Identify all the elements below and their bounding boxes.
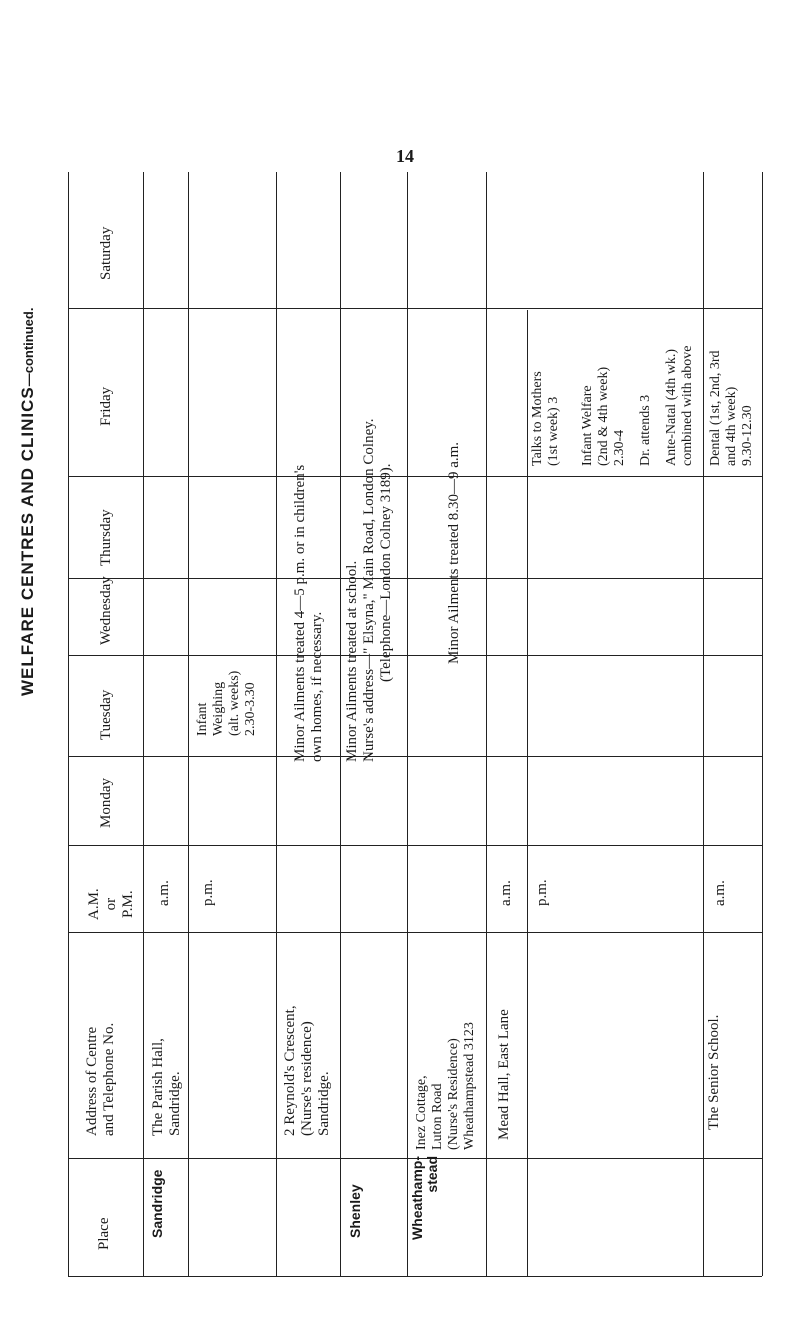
title-text: WELFARE CENTRES AND CLINICS: [18, 386, 37, 696]
dental-line-2: and 4th week): [724, 386, 739, 466]
wheathampstead-address-line-4: Wheathampstead 3123: [462, 1022, 477, 1150]
shenley-note-line-1: Minor Ailments treated at school.: [344, 560, 360, 762]
shenley-note-line-3: (Telephone—London Colney 3189).: [378, 463, 394, 682]
header-am: A.M.: [86, 888, 102, 920]
rule-col-right: [762, 172, 763, 1276]
wheathampstead-line-2: stead: [424, 1156, 440, 1193]
rule-col-senior: [703, 172, 704, 1276]
dr-attends-line: Dr. attends 3: [638, 394, 653, 466]
header-address-line-1: Address of Centre: [84, 1026, 100, 1136]
mead-hall-am: a.m.: [498, 880, 514, 906]
rule-col-left: [68, 172, 69, 1276]
infant-weighing-line-3: (alt. weeks): [227, 670, 242, 736]
senior-school-am: a.m.: [712, 880, 728, 906]
header-pm: P.M.: [120, 890, 136, 918]
shenley-note: [344, 418, 395, 762]
sandridge-address: [150, 1038, 184, 1136]
spacer: [628, 345, 638, 466]
page-title: [18, 308, 38, 696]
infant-welfare-line-3: 2.30-4: [612, 429, 627, 466]
dental-line-1: Dental (1st, 2nd, 3rd: [708, 350, 723, 466]
place-wheathampstead: [410, 1156, 440, 1240]
rule-col-mead: [486, 172, 487, 1276]
header-tuesday: Tuesday: [98, 689, 114, 740]
rule-row-monday: [68, 845, 762, 846]
header-address-line-2: and Telephone No.: [101, 1022, 117, 1136]
shenley-note-line-2: Nurse's address—" Elsyna," Main Road, London Colney.: [361, 418, 377, 762]
senior-school-friday: [708, 351, 756, 466]
rule-col-wheat: [407, 172, 408, 1276]
header-or: or: [103, 897, 119, 911]
header-place: Place: [96, 1217, 112, 1250]
rule-row-saturday: [68, 308, 762, 309]
sandridge-address-line-2: Sandridge.: [167, 1071, 183, 1136]
infant-weighing-line-2: Weighing: [211, 681, 226, 736]
reynolds-address: [282, 1005, 333, 1136]
wheathampstead-address: [414, 1022, 478, 1150]
ante-natal-line-1: Ante-Natal (4th wk.): [664, 348, 679, 466]
wheathampstead-note: Minor Ailments treated 8.30—9 a.m.: [446, 441, 462, 664]
header-thursday: Thursday: [98, 509, 114, 566]
header-address: [84, 1023, 118, 1136]
infant-weighing-line-1: Infant: [195, 702, 210, 736]
sandridge-pm: p.m.: [200, 879, 216, 906]
reynolds-note-line-1: Minor Ailments treated 4—5 p.m. or in children's: [292, 464, 308, 762]
sandridge-address-line-1: The Parish Hall,: [150, 1038, 166, 1136]
mead-hall-pm: p.m.: [534, 879, 550, 906]
mead-hall-friday-pm: [580, 345, 696, 466]
rule-col-reynolds: [276, 172, 277, 1276]
header-friday: Friday: [98, 386, 114, 426]
place-sandridge: Sandridge: [149, 1169, 165, 1238]
rule-row-ampm: [68, 932, 762, 933]
talks-line-1: Talks to Mothers: [530, 371, 545, 466]
wheathampstead-address-line-2: Luton Road: [430, 1083, 445, 1150]
mead-hall-address: Mead Hall, East Lane: [496, 1009, 512, 1140]
rule-row-friday: [68, 476, 762, 477]
ante-natal-line-2: combined with above: [680, 345, 695, 466]
wheathampstead-address-line-3: (Nurse's Residence): [446, 1038, 461, 1150]
title-suffix: —continued.: [21, 307, 36, 387]
infant-welfare-line-2: (2nd & 4th week): [596, 366, 611, 466]
header-monday: Monday: [98, 778, 114, 828]
header-wednesday: Wednesday: [98, 576, 114, 645]
sandridge-am: a.m.: [156, 880, 172, 906]
rule-row-bottom: [68, 1276, 762, 1277]
rule-row-wednesday: [68, 655, 762, 656]
header-ampm: [86, 888, 137, 920]
talks-line-2: (1st week) 3: [546, 396, 561, 466]
dental-line-3: 9.30-12.30: [740, 405, 755, 466]
spacer: [654, 345, 664, 466]
rule-col-sandridge: [143, 172, 144, 1276]
header-saturday: Saturday: [98, 226, 114, 280]
wheathampstead-line-1: Wheathamp-: [409, 1156, 425, 1240]
page-number: 14: [396, 146, 414, 166]
rule-col-shenley: [340, 172, 341, 1276]
reynolds-address-line-3: Sandridge.: [316, 1071, 332, 1136]
infant-welfare-line-1: Infant Welfare: [580, 385, 595, 466]
rule-row-tuesday: [68, 756, 762, 757]
rule-col-sandridge-2: [188, 172, 189, 1276]
mead-hall-friday-am: [530, 371, 562, 466]
reynolds-note: [292, 465, 326, 762]
reynolds-address-line-2: (Nurse's residence): [299, 1021, 315, 1136]
place-shenley: Shenley: [347, 1184, 363, 1238]
senior-school-address: The Senior School.: [706, 1014, 722, 1130]
rule-col-mead-2: [527, 310, 528, 1276]
reynolds-address-line-1: 2 Reynold's Crescent,: [282, 1005, 298, 1136]
rule-row-thursday: [68, 578, 762, 579]
sandridge-tuesday-pm: [195, 671, 259, 736]
wheathampstead-address-line-1: Inez Cottage,: [414, 1075, 429, 1150]
reynolds-note-line-2: own homes, if necessary.: [309, 611, 325, 762]
infant-weighing-line-4: 2.30-3.30: [243, 682, 258, 736]
